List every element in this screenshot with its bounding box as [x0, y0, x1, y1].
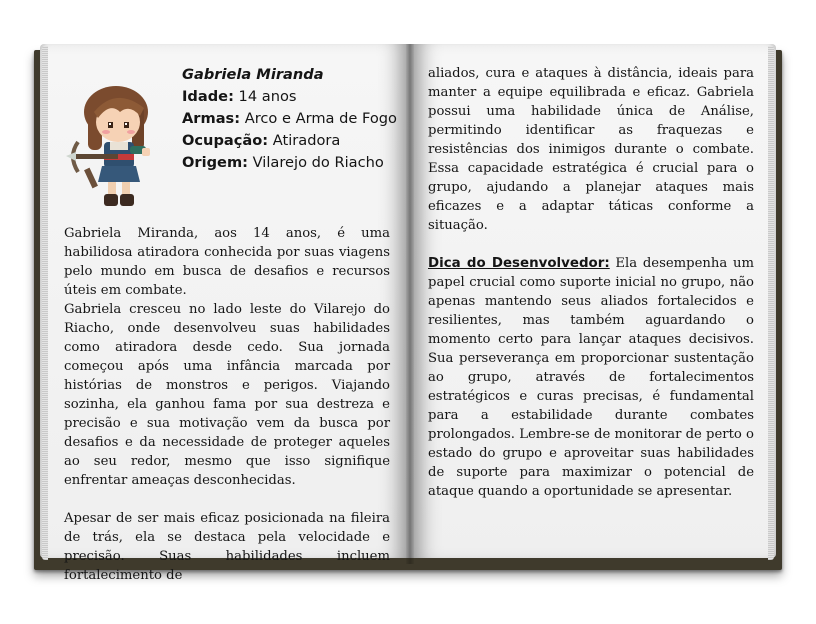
- age-value: 14 anos: [238, 88, 297, 105]
- abilities-continued-paragraph: aliados, cura e ataques à distância, ideais para manter a equipe equilibrada e eficaz. Gabriela possui uma habilidade única de Análise, permitindo identificar as fraquezas e resistências dos inimigos durante o combate. Essa capacidade estratégica é crucial para o grupo, ajudando a planejar ataques mais eficazes e a adaptar táticas conforme a situação.: [428, 66, 754, 233]
- weapons-value: Arco e Arma de Fogo: [244, 110, 397, 127]
- left-page: [40, 44, 410, 583]
- developer-tip-text: Ela desempenha um papel crucial como suporte inicial no grupo, não apenas mantendo seus aliados fortalecidos e resilientes, mas também aguardando o momento certo para lançar ataques decisivos. Sua perseverança em proporcionar sustentação ao grupo, através de fortalecimentos estratégicos e curas precisas, é fundamental para a estabilidade durante combates prolongados. Lembre-se de monitorar de perto o estado do grupo e aproveitar suas habilidades de suporte para maximizar o potencial de ataque quando a oportunidade se apresentar.: [428, 256, 754, 499]
- origin-value: Vilarejo do Riacho: [252, 154, 384, 171]
- abilities-paragraph: Apesar de ser mais eficaz posicionada na fileira de trás, ela se destaca pela velocidade e precisão. Suas habilidades incluem fortalecimento de: [64, 511, 390, 583]
- character-info: [182, 64, 398, 174]
- right-page-text: [428, 64, 754, 501]
- weapons-label: Armas:: [182, 110, 241, 127]
- occupation-value: Atiradora: [272, 132, 341, 149]
- left-page-text: [64, 224, 390, 585]
- open-book: [34, 44, 782, 583]
- character-occupation: [182, 130, 398, 152]
- character-name: Gabriela Miranda: [182, 66, 324, 83]
- right-page: [410, 44, 776, 558]
- character-sprite: [64, 82, 164, 216]
- developer-tip: [428, 254, 754, 501]
- book-spine: [406, 44, 414, 564]
- character-age: [182, 86, 398, 108]
- left-page-edge: [42, 46, 48, 560]
- character-origin: [182, 152, 398, 174]
- character-weapons: [182, 108, 398, 130]
- age-label: Idade:: [182, 88, 234, 105]
- backstory-paragraph: Gabriela cresceu no lado leste do Vilarejo do Riacho, onde desenvolveu suas habilidades como atiradora desde cedo. Sua jornada começou após uma infância marcada por histórias de monstros e perigos. Viajando sozinha, ela ganhou fama por sua destreza e precisão e sua motivação vem da busca por desafios e da necessidade de proteger aqueles ao seu redor, mesmo que isso signifique enfrentar ameaças desconhecidas.: [64, 302, 390, 488]
- occupation-label: Ocupação:: [182, 132, 269, 149]
- developer-tip-label: Dica do Desenvolvedor:: [428, 256, 610, 271]
- origin-label: Origem:: [182, 154, 248, 171]
- intro-paragraph: Gabriela Miranda, aos 14 anos, é uma habilidosa atiradora conhecida por suas viagens pelo mundo em busca de desafios e recursos úteis em combate.: [64, 226, 390, 298]
- right-page-edge: [768, 46, 774, 560]
